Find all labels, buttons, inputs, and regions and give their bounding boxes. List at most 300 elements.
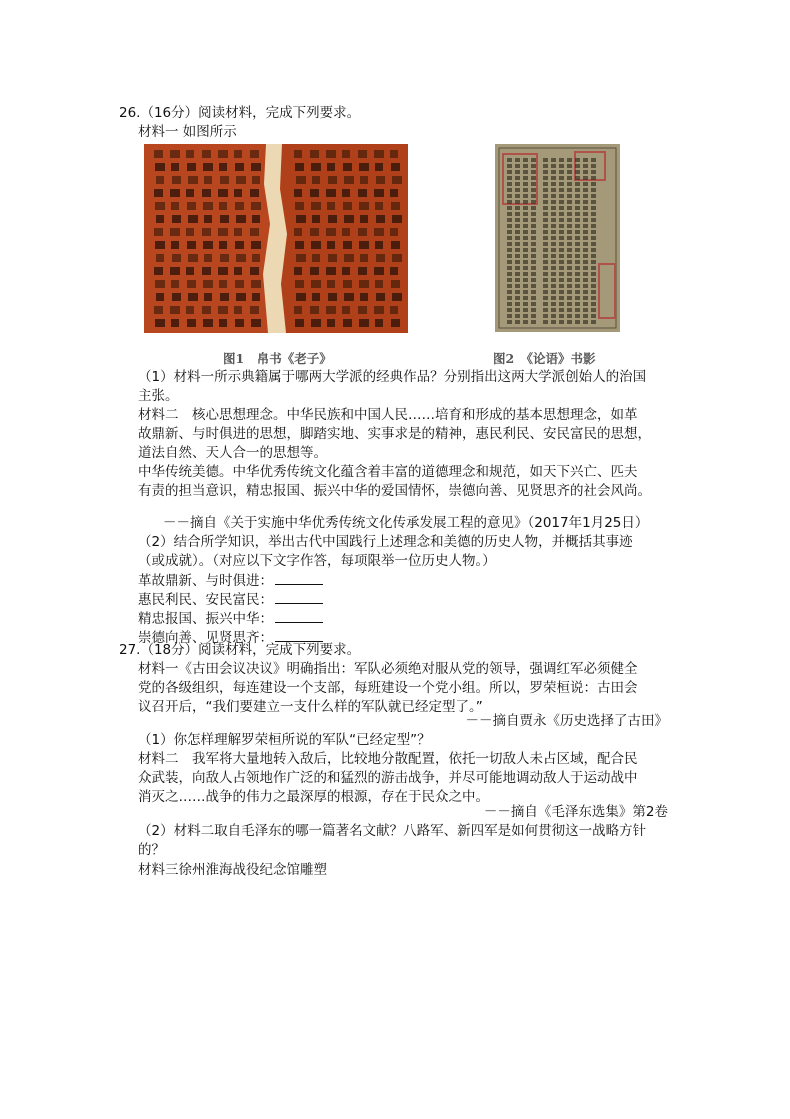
blank4-label: 崇德向善、见贤思齐： — [138, 630, 273, 646]
answer-blank-4[interactable] — [275, 628, 323, 642]
book-character-mark — [515, 320, 520, 324]
book-character-mark — [583, 164, 588, 168]
book-character-mark — [567, 254, 572, 258]
manuscript-character-mark — [294, 306, 302, 314]
book-character-mark — [567, 308, 572, 312]
manuscript-character-mark — [342, 189, 350, 197]
book-character-mark — [591, 248, 596, 252]
manuscript-character-mark — [359, 202, 369, 210]
manuscript-character-mark — [234, 267, 242, 275]
manuscript-character-mark — [235, 163, 244, 171]
book-character-mark — [515, 314, 520, 318]
book-character-mark — [543, 308, 548, 312]
book-character-mark — [523, 278, 528, 282]
q26-sub2-line2: （或成就）。（对应以下文字作答，每项限举一位历史人物。） — [138, 553, 496, 569]
manuscript-character-mark — [312, 293, 320, 301]
book-character-mark — [507, 170, 512, 174]
manuscript-character-mark — [376, 293, 385, 301]
book-character-mark — [551, 224, 556, 228]
book-character-mark — [515, 236, 520, 240]
manuscript-character-mark — [295, 163, 304, 171]
manuscript-character-mark — [171, 241, 179, 249]
book-character-mark — [523, 170, 528, 174]
book-character-mark — [551, 176, 556, 180]
manuscript-character-mark — [155, 280, 165, 288]
book-character-mark — [531, 296, 536, 300]
book-character-mark — [507, 290, 512, 294]
manuscript-character-mark — [218, 267, 228, 275]
book-character-mark — [583, 236, 588, 240]
manuscript-character-mark — [310, 189, 319, 197]
book-character-mark — [591, 284, 596, 288]
manuscript-character-mark — [296, 254, 306, 262]
manuscript-character-mark — [171, 163, 179, 171]
manuscript-character-mark — [376, 254, 385, 262]
q26-material1-intro: 材料一 如图所示 — [138, 124, 237, 140]
book-character-mark — [531, 248, 536, 252]
manuscript-character-mark — [251, 163, 261, 171]
book-character-mark — [583, 254, 588, 258]
book-character-mark — [531, 164, 536, 168]
manuscript-character-mark — [155, 319, 165, 327]
manuscript-character-mark — [359, 319, 369, 327]
book-character-mark — [523, 254, 528, 258]
book-character-mark — [575, 224, 580, 228]
book-character-mark — [559, 230, 564, 234]
book-character-mark — [591, 218, 596, 222]
book-character-mark — [591, 182, 596, 186]
book-character-mark — [567, 260, 572, 264]
manuscript-character-mark — [390, 228, 398, 236]
book-character-mark — [515, 284, 520, 288]
book-character-mark — [591, 278, 596, 282]
manuscript-character-mark — [172, 254, 181, 262]
book-character-mark — [575, 188, 580, 192]
book-character-mark — [583, 158, 588, 162]
manuscript-character-mark — [344, 176, 354, 184]
manuscript-character-mark — [390, 150, 398, 158]
q27-m2-line2: 众武装，向敌人占领地作广泛的和猛烈的游击战争，并尽可能地调动敌人于运动战中 — [138, 770, 638, 786]
manuscript-character-mark — [390, 267, 398, 275]
book-character-mark — [531, 236, 536, 240]
manuscript-character-mark — [360, 254, 368, 262]
book-character-mark — [559, 254, 564, 258]
manuscript-character-mark — [204, 215, 212, 223]
book-character-mark — [523, 206, 528, 210]
manuscript-character-mark — [204, 254, 212, 262]
book-character-mark — [531, 224, 536, 228]
book-character-mark — [543, 200, 548, 204]
book-character-mark — [559, 290, 564, 294]
manuscript-character-mark — [220, 293, 229, 301]
book-character-mark — [567, 176, 572, 180]
book-character-mark — [543, 302, 548, 306]
book-character-mark — [523, 212, 528, 216]
book-character-mark — [515, 164, 520, 168]
q27-m1-line3: 议召开后，“我们要建立一支什么样的军队就已经定型了。” — [138, 699, 483, 715]
book-character-mark — [507, 230, 512, 234]
book-character-mark — [543, 278, 548, 282]
manuscript-character-mark — [186, 150, 194, 158]
book-character-mark — [559, 248, 564, 252]
book-character-mark — [567, 302, 572, 306]
book-character-mark — [543, 164, 548, 168]
book-character-mark — [523, 200, 528, 204]
q27-header: 27.（18分）阅读材料，完成下列要求。 — [119, 642, 361, 658]
book-character-mark — [591, 158, 596, 162]
book-character-mark — [551, 296, 556, 300]
book-character-mark — [515, 230, 520, 234]
book-character-mark — [567, 224, 572, 228]
manuscript-character-mark — [202, 189, 211, 197]
book-character-mark — [523, 182, 528, 186]
book-character-mark — [551, 308, 556, 312]
book-character-mark — [567, 290, 572, 294]
manuscript-character-mark — [296, 176, 306, 184]
book-character-mark — [551, 314, 556, 318]
book-character-mark — [531, 290, 536, 294]
manuscript-character-mark — [360, 215, 368, 223]
book-character-mark — [543, 188, 548, 192]
book-character-mark — [507, 182, 512, 186]
book-character-mark — [551, 212, 556, 216]
q26-sub1-line1: （1）材料一所示典籍属于哪两大学派的经典作品？分别指出这两大学派创始人的治国 — [138, 369, 647, 385]
manuscript-character-mark — [218, 189, 228, 197]
book-character-mark — [531, 182, 536, 186]
manuscript-character-mark — [344, 293, 354, 301]
book-character-mark — [567, 164, 572, 168]
manuscript-character-mark — [252, 215, 260, 223]
manuscript-character-mark — [343, 241, 352, 249]
book-character-mark — [543, 218, 548, 222]
manuscript-character-mark — [374, 306, 384, 314]
blank-row-2 — [138, 590, 323, 610]
q26-m2-line2: 故鼎新、与时俱进的思想，脚踏实地、实事求是的精神，惠民利民、安民富民的思想， — [138, 426, 651, 442]
manuscript-character-mark — [204, 176, 212, 184]
book-character-mark — [559, 170, 564, 174]
q27-m2-source: －－摘自《毛泽东选集》第2卷 — [483, 804, 668, 820]
book-character-mark — [543, 320, 548, 324]
manuscript-character-mark — [392, 293, 402, 301]
answer-blank-2[interactable] — [275, 590, 323, 604]
book-character-mark — [583, 170, 588, 174]
book-character-mark — [551, 248, 556, 252]
manuscript-character-mark — [327, 241, 335, 249]
manuscript-character-mark — [327, 202, 335, 210]
q26-m2-line1: 材料二 核心思想理念。中华民族和中国人民……培育和形成的基本思想理念，如革 — [138, 407, 638, 423]
book-character-mark — [583, 296, 588, 300]
book-character-mark — [591, 206, 596, 210]
book-character-mark — [567, 266, 572, 270]
book-character-mark — [583, 314, 588, 318]
book-character-mark — [531, 308, 536, 312]
book-character-mark — [507, 242, 512, 246]
book-character-mark — [543, 248, 548, 252]
blank-row-3 — [138, 609, 323, 629]
manuscript-character-mark — [172, 293, 181, 301]
manuscript-character-mark — [236, 176, 246, 184]
book-character-mark — [507, 320, 512, 324]
book-character-mark — [531, 230, 536, 234]
book-character-mark — [515, 290, 520, 294]
book-character-mark — [591, 236, 596, 240]
manuscript-character-mark — [390, 306, 398, 314]
manuscript-character-mark — [202, 306, 211, 314]
manuscript-character-mark — [296, 215, 306, 223]
book-character-mark — [531, 314, 536, 318]
manuscript-character-mark — [375, 163, 383, 171]
q26-m2-line4: 中华传统美德。中华优秀传统文化蕴含着丰富的道德理念和规范，如天下兴亡、匹夫 — [138, 464, 638, 480]
book-character-mark — [523, 320, 528, 324]
manuscript-character-mark — [391, 319, 400, 327]
manuscript-character-mark — [312, 176, 320, 184]
blank1-label: 革故鼎新、与时俱进： — [138, 573, 273, 589]
manuscript-character-mark — [156, 254, 164, 262]
manuscript-character-mark — [250, 228, 259, 236]
manuscript-character-mark — [311, 241, 321, 249]
book-character-mark — [515, 248, 520, 252]
manuscript-character-mark — [202, 150, 211, 158]
book-character-mark — [551, 320, 556, 324]
book-character-mark — [507, 296, 512, 300]
book-character-mark — [567, 170, 572, 174]
book-character-mark — [507, 278, 512, 282]
book-character-mark — [575, 278, 580, 282]
book-character-mark — [507, 200, 512, 204]
book-character-mark — [515, 278, 520, 282]
manuscript-character-mark — [327, 280, 335, 288]
manuscript-character-mark — [187, 319, 196, 327]
book-character-mark — [575, 242, 580, 246]
book-character-mark — [567, 284, 572, 288]
book-character-mark — [559, 182, 564, 186]
manuscript-character-mark — [344, 215, 354, 223]
book-character-mark — [575, 164, 580, 168]
book-character-mark — [531, 260, 536, 264]
manuscript-character-mark — [188, 215, 198, 223]
manuscript-character-mark — [250, 150, 259, 158]
book-character-mark — [567, 242, 572, 246]
manuscript-character-mark — [344, 254, 354, 262]
book-character-mark — [515, 158, 520, 162]
manuscript-character-mark — [170, 228, 180, 236]
book-character-mark — [591, 170, 596, 174]
book-character-mark — [559, 188, 564, 192]
q26-sub1-line2: 主张。 — [138, 388, 179, 404]
book-character-mark — [567, 182, 572, 186]
book-character-mark — [575, 272, 580, 276]
manuscript-character-mark — [251, 202, 261, 210]
book-character-mark — [575, 302, 580, 306]
book-character-mark — [543, 242, 548, 246]
book-character-mark — [543, 296, 548, 300]
book-character-mark — [591, 188, 596, 192]
manuscript-character-mark — [343, 280, 352, 288]
manuscript-character-mark — [252, 176, 260, 184]
book-character-mark — [583, 212, 588, 216]
manuscript-character-mark — [252, 254, 260, 262]
manuscript-character-mark — [234, 189, 242, 197]
book-character-mark — [543, 224, 548, 228]
book-character-mark — [583, 176, 588, 180]
book-character-mark — [543, 284, 548, 288]
book-character-mark — [591, 266, 596, 270]
book-character-mark — [531, 206, 536, 210]
manuscript-character-mark — [327, 163, 335, 171]
manuscript-character-mark — [234, 306, 242, 314]
manuscript-character-mark — [187, 202, 196, 210]
manuscript-character-mark — [220, 215, 229, 223]
q26-header: 26.（16分）阅读材料，完成下列要求。 — [119, 105, 361, 121]
book-character-mark — [515, 242, 520, 246]
manuscript-character-mark — [220, 176, 229, 184]
book-character-mark — [531, 254, 536, 258]
book-character-mark — [575, 314, 580, 318]
book-character-mark — [575, 290, 580, 294]
manuscript-character-mark — [236, 215, 246, 223]
book-character-mark — [523, 236, 528, 240]
manuscript-character-mark — [296, 293, 306, 301]
book-character-mark — [507, 254, 512, 258]
book-character-mark — [551, 206, 556, 210]
q26-m2-line3: 道法自然、天人合一的思想等。 — [138, 445, 327, 461]
manuscript-character-mark — [218, 228, 228, 236]
book-character-mark — [591, 242, 596, 246]
book-character-mark — [523, 230, 528, 234]
book-character-mark — [531, 278, 536, 282]
book-character-mark — [575, 170, 580, 174]
book-character-mark — [507, 158, 512, 162]
manuscript-character-mark — [327, 319, 335, 327]
book-character-mark — [591, 314, 596, 318]
book-character-mark — [507, 188, 512, 192]
manuscript-character-mark — [326, 267, 336, 275]
book-character-mark — [567, 230, 572, 234]
book-character-mark — [567, 200, 572, 204]
book-character-mark — [583, 218, 588, 222]
book-character-mark — [531, 242, 536, 246]
book-character-mark — [567, 158, 572, 162]
manuscript-character-mark — [235, 202, 244, 210]
manuscript-character-mark — [391, 241, 400, 249]
book-character-mark — [551, 272, 556, 276]
book-character-mark — [515, 224, 520, 228]
book-character-mark — [523, 164, 528, 168]
manuscript-character-mark — [154, 267, 163, 275]
answer-blank-1[interactable] — [275, 571, 323, 585]
book-character-mark — [559, 236, 564, 240]
book-character-mark — [567, 248, 572, 252]
manuscript-character-mark — [294, 189, 302, 197]
manuscript-character-mark — [358, 150, 367, 158]
q26-sub2-line1: （2）结合所学知识，举出古代中国践行上述理念和美德的历史人物，并概括其事迹 — [138, 534, 633, 550]
book-character-mark — [515, 266, 520, 270]
manuscript-character-mark — [234, 228, 242, 236]
book-character-mark — [551, 164, 556, 168]
book-character-mark — [531, 284, 536, 288]
manuscript-character-mark — [235, 319, 244, 327]
manuscript-character-mark — [311, 163, 321, 171]
book-character-mark — [543, 170, 548, 174]
q27-m2-line1: 材料二 我军将大量地转入敌后，比较地分散配置，依托一切敌人未占区域，配合民 — [138, 751, 638, 767]
manuscript-character-mark — [374, 267, 384, 275]
book-character-mark — [551, 188, 556, 192]
manuscript-character-mark — [187, 163, 196, 171]
manuscript-character-mark — [219, 163, 227, 171]
manuscript-character-mark — [310, 267, 319, 275]
book-character-mark — [507, 236, 512, 240]
manuscript-character-mark — [359, 280, 369, 288]
book-character-mark — [531, 212, 536, 216]
book-character-mark — [575, 236, 580, 240]
manuscript-character-mark — [342, 306, 350, 314]
manuscript-character-mark — [328, 215, 337, 223]
blank2-label: 惠民利民、安民富民： — [138, 592, 273, 608]
book-character-mark — [567, 320, 572, 324]
book-character-mark — [523, 296, 528, 300]
book-character-mark — [507, 248, 512, 252]
book-character-mark — [507, 206, 512, 210]
manuscript-character-mark — [342, 267, 350, 275]
book-character-mark — [575, 260, 580, 264]
book-character-mark — [591, 230, 596, 234]
book-character-mark — [523, 158, 528, 162]
book-character-mark — [531, 170, 536, 174]
book-character-mark — [507, 314, 512, 318]
manuscript-character-mark — [375, 241, 383, 249]
book-character-mark — [559, 308, 564, 312]
book-character-mark — [591, 320, 596, 324]
book-character-mark — [591, 176, 596, 180]
manuscript-character-mark — [392, 254, 402, 262]
book-character-mark — [531, 200, 536, 204]
book-character-mark — [575, 320, 580, 324]
book-character-mark — [583, 182, 588, 186]
book-character-mark — [567, 218, 572, 222]
manuscript-character-mark — [171, 319, 179, 327]
book-character-mark — [551, 290, 556, 294]
manuscript-character-mark — [391, 202, 400, 210]
manuscript-character-mark — [360, 293, 368, 301]
manuscript-character-mark — [295, 280, 304, 288]
manuscript-character-mark — [358, 306, 367, 314]
q27-m1-line2: 党的各级组织，每连建设一个支部，每班建设一个党小组。所以，罗荣桓说：古田会 — [138, 680, 638, 696]
book-character-mark — [523, 308, 528, 312]
manuscript-character-mark — [342, 228, 350, 236]
manuscript-character-mark — [343, 163, 352, 171]
manuscript-character-mark — [250, 189, 259, 197]
book-character-mark — [591, 194, 596, 198]
book-character-mark — [515, 188, 520, 192]
book-character-mark — [515, 182, 520, 186]
manuscript-character-mark — [294, 267, 302, 275]
book-character-mark — [551, 170, 556, 174]
book-character-mark — [567, 206, 572, 210]
manuscript-character-mark — [172, 215, 181, 223]
manuscript-character-mark — [358, 228, 367, 236]
book-character-mark — [543, 254, 548, 258]
answer-blank-3[interactable] — [275, 609, 323, 623]
book-character-mark — [575, 284, 580, 288]
manuscript-character-mark — [391, 280, 400, 288]
manuscript-character-mark — [188, 254, 198, 262]
manuscript-character-mark — [250, 306, 259, 314]
book-character-mark — [551, 284, 556, 288]
manuscript-character-mark — [235, 280, 244, 288]
manuscript-character-mark — [218, 150, 228, 158]
manuscript-character-mark — [326, 189, 336, 197]
blank3-label: 精忠报国、振兴中华： — [138, 611, 273, 627]
